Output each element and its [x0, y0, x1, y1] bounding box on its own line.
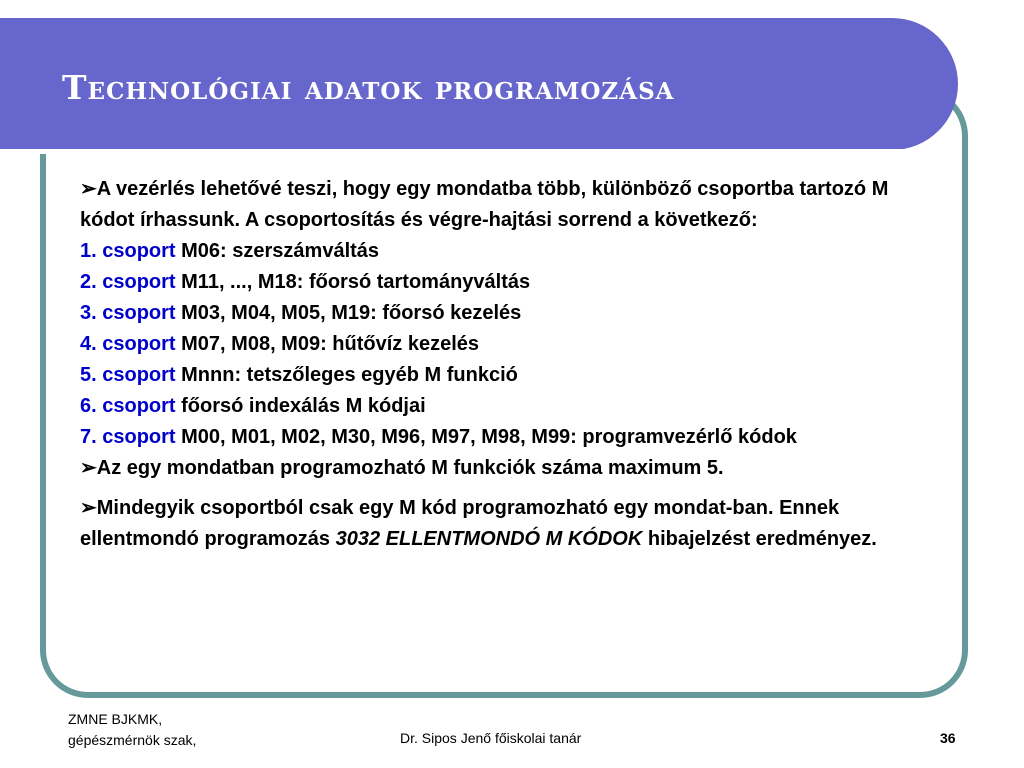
- group-line: [80, 422, 918, 453]
- slide-title: Technológiai adatok programozása: [62, 68, 675, 107]
- group-text: főorsó indexálás M kódjai: [181, 395, 426, 417]
- slide-content: [80, 174, 918, 555]
- group-label: 1. csoport: [80, 240, 176, 262]
- bullet-one-per-group-text: Mindegyik csoportból csak egy M kód programozható egy mondat-ban. Ennek ellentmondó programozás: [80, 497, 840, 550]
- bullet-max-functions: [80, 453, 918, 484]
- footer-institution: [68, 709, 196, 751]
- bullet-max-functions-text: Az egy mondatban programozható M funkciók száma maximum 5.: [96, 457, 724, 479]
- group-text: M00, M01, M02, M30, M96, M97, M98, M99: programvezérlő kódok: [181, 426, 797, 448]
- group-label: 2. csoport: [80, 271, 176, 293]
- bullet-intro-text: A vezérlés lehetővé teszi, hogy egy mondatba több, különböző csoportba tartozó M kódot írhassunk. A csoportosítás és végre-hajtási sorrend a következő:: [80, 178, 889, 231]
- error-code: 3032 ELLENTMONDÓ M KÓDOK: [335, 528, 643, 550]
- arrow-bullet-icon: ➢: [80, 178, 97, 200]
- group-text: M07, M08, M09: hűtővíz kezelés: [181, 333, 480, 355]
- page-number: 36: [940, 730, 956, 746]
- group-label: 7. csoport: [80, 426, 176, 448]
- footer-author: Dr. Sipos Jenő főiskolai tanár: [400, 730, 582, 746]
- group-label: 3. csoport: [80, 302, 176, 324]
- bullet-one-per-group: [80, 493, 918, 555]
- group-line: [80, 391, 918, 422]
- group-line: [80, 236, 918, 267]
- group-label: 5. csoport: [80, 364, 176, 386]
- bullet-one-per-group-tail: hibajelzést eredményez.: [647, 528, 877, 550]
- banner-divider: [0, 149, 904, 154]
- group-label: 4. csoport: [80, 333, 176, 355]
- bullet-intro: [80, 174, 918, 236]
- group-label: 6. csoport: [80, 395, 176, 417]
- group-text: Mnnn: tetszőleges egyéb M funkció: [181, 364, 518, 386]
- group-line: [80, 329, 918, 360]
- group-line: [80, 360, 918, 391]
- group-text: M03, M04, M05, M19: főorsó kezelés: [181, 302, 522, 324]
- arrow-bullet-icon: ➢: [80, 457, 97, 479]
- group-text: M06: szerszámváltás: [181, 240, 380, 262]
- arrow-bullet-icon: ➢: [80, 497, 97, 519]
- footer-institution-line1: ZMNE BJKMK,: [68, 711, 163, 727]
- title-banner: [0, 18, 958, 150]
- group-line: [80, 298, 918, 329]
- group-line: [80, 267, 918, 298]
- footer-institution-line2: gépészmérnök szak,: [68, 732, 197, 748]
- group-text: M11, ..., M18: főorsó tartományváltás: [181, 271, 531, 293]
